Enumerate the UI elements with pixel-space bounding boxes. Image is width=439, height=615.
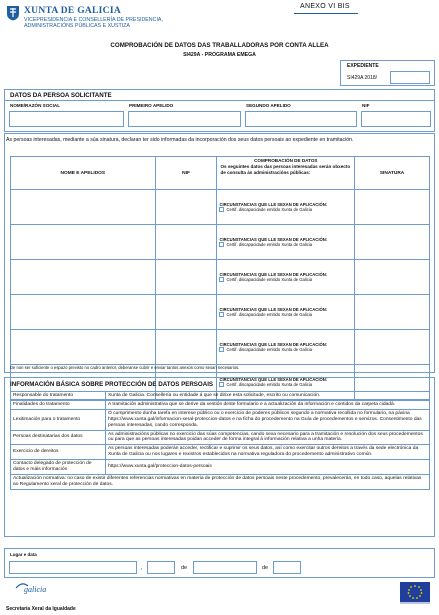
circumstances-label: CIRCUNSTANCIAS QUE LLE SEXAN DE APLICACIÓN: [219,271,328,277]
dp-key: Exercicio de dereitos [11,445,106,460]
expediente-label: EXPEDIENTE [347,63,379,69]
table-row [11,430,430,445]
eu-flag-icon [400,582,430,604]
table-row [11,330,430,365]
xunta-emblem-icon [6,5,20,21]
annex-label: ANEXO VI BIS [300,3,350,10]
circumstances-label: CIRCUNSTANCIAS QUE LLE SEXAN DE APLICACIÓN: [219,201,328,207]
disability-option-label: Certif. discapacidade emitido Xunta de Galicia [226,382,313,387]
dp-value: A tramitación administrativa que se derive da xestión deste formulario e a actualización da información e contidos da carpeta cidadá. [106,400,430,409]
worker-name-cell[interactable] [11,260,156,295]
dp-value: Xunta de Galicia. Consellería ou entidade á que se dirixe esta solicitude, escrito ou comunicación. [106,392,430,401]
disability-option[interactable] [219,207,352,212]
dp-key: Finalidades do tratamento [11,400,106,409]
worker-name-cell[interactable] [11,225,156,260]
de-separator-1: de [181,565,188,571]
year-field[interactable] [273,561,301,574]
place-date-label: Lugar e data [10,552,37,557]
place-date-section [4,548,435,578]
circumstances-cell [217,330,355,365]
disability-checkbox[interactable] [219,347,224,352]
dp-value: As persoas interesadas poderán acceder, rectificar e suprimir os seus datos, así como exercitar outros dereitos a través da sede electrónica da Xunta de Galicia ou nos lugares e rexistros establecidos na normativa reguladora do procedemento administrativo común. [106,445,430,460]
first-surname-field[interactable] [128,111,241,127]
disability-option[interactable] [219,312,352,317]
disability-checkbox[interactable] [219,312,224,317]
workers-table [10,156,430,400]
day-field[interactable] [147,561,175,574]
disability-option-label: Certif. discapacidade emitido Xunta de Galicia [226,312,313,317]
expediente-box [340,60,435,86]
dp-value: O cumprimento dunha tarefa en interese público ou o exercicio de poderes públicos segundo a normativa recollida no formulario, na páxina https://www.xunta.gal/informacion-xeral-proteccion-datos e na ficha do procedemento na Guía de procedementos e servizos. Consentimento das persoas interesadas, cando corresponda. [106,409,430,430]
disability-checkbox[interactable] [219,277,224,282]
svg-text:galicia: galicia [24,585,47,594]
nif-field[interactable] [361,111,431,127]
first-surname-label: PRIMEIRO APELIDO [129,103,174,108]
table-row [11,445,430,460]
circumstances-cell [217,225,355,260]
xunta-logo [6,4,176,32]
expediente-input[interactable] [390,71,430,84]
signature-cell[interactable] [355,190,430,225]
circumstances-label: CIRCUNSTANCIAS QUE LLE SEXAN DE APLICACIÓN: [219,236,328,242]
worker-nif-cell[interactable] [155,225,217,260]
disability-option[interactable] [219,347,352,352]
galicia-logo [14,580,54,594]
applicant-section-title: DATOS DA PERSOA SOLICITANTE [10,92,112,99]
circumstances-cell [217,260,355,295]
org-title: XUNTA DE GALICIA [24,6,121,16]
disability-option[interactable] [219,242,352,247]
disability-option-label: Certif. discapacidade emitido Xunta de Galicia [226,242,313,247]
signature-cell[interactable] [355,295,430,330]
declaration-text: As persoas interesadas, mediante a súa sinatura, declaran ter sido informadas da incorporación dos seus datos persoais ao expediente en tramitación. [6,137,354,143]
table-row [11,260,430,295]
table-row [11,295,430,330]
disability-option-label: Certif. discapacidade emitido Xunta de Galicia [226,207,313,212]
dp-value: As administracións públicas no exercicio das súas competencias, cando sexa necesario para a tramitación e resolución dos seus procedementos ou para que as persoas interesadas poidan acceder de forma integral á información relativa a unha materia. [106,430,430,445]
header-signature: SINATURA [355,157,430,190]
second-surname-label: SEGUNDO APELIDO [246,103,291,108]
header-comprobacion: COMPROBACIÓN DE DATOS Os seguintes datos das persoas interesadas serán obxecto de consulta ás administracións públicas: [217,157,355,190]
eu-flag [400,582,430,608]
comma-separator: , [141,565,143,571]
table-row [11,409,430,430]
place-field[interactable] [9,561,137,574]
month-field[interactable] [193,561,257,574]
expediente-code: SI429A 2018/ [347,75,378,81]
disability-option[interactable] [219,277,352,282]
signature-cell[interactable] [355,225,430,260]
dp-key: Responsable do tratamento [11,392,106,401]
table-row [11,225,430,260]
table-row [11,474,430,489]
dp-key: Lexitimación para o tratamento [11,409,106,430]
dp-key: Persoas destinatarias dos datos [11,430,106,445]
dp-key: Contacto delegado de protección de datos e máis información [11,460,106,475]
circumstances-cell [217,295,355,330]
signature-cell[interactable] [355,260,430,295]
disability-option-label: Certif. discapacidade emitido Xunta de Galicia [226,277,313,282]
data-protection-table [10,391,430,490]
worker-nif-cell[interactable] [155,330,217,365]
document-subtitle: SI429A - PROGRAMA EMEGA [183,52,256,58]
name-label: NOME/RAZÓN SOCIAL [10,103,61,108]
worker-nif-cell[interactable] [155,295,217,330]
disability-checkbox[interactable] [219,242,224,247]
disability-checkbox[interactable] [219,207,224,212]
name-field[interactable] [9,111,124,127]
worker-name-cell[interactable] [11,330,156,365]
worker-nif-cell[interactable] [155,260,217,295]
second-surname-field[interactable] [245,111,357,127]
table-header-row [11,157,430,190]
document-title: COMPROBACIÓN DE DATOS DAS TRABALLADORAS POR CONTA ALLEA [110,42,329,49]
worker-nif-cell[interactable] [155,190,217,225]
table-row [11,460,430,475]
header-nif: NIF [155,157,217,190]
org-subtitle: VICEPRESIDENCIA E CONSELLERÍA DE PRESIDENCIA, ADMINISTRACIÓNS PÚBLICAS E XUSTIZA [24,17,163,30]
header-name: NOME E APELIDOS [11,157,156,190]
worker-name-cell[interactable] [11,295,156,330]
data-protection-title: INFORMACIÓN BÁSICA SOBRE PROTECCIÓN DE DATOS PERSOAIS [10,381,214,388]
de-separator-2: de [262,565,269,571]
disability-option-label: Certif. discapacidade emitido Xunta de Galicia [226,347,313,352]
secretaria-label: Secretaría Xeral da Igualdade [6,606,76,612]
circumstances-cell [217,190,355,225]
table-row [11,392,430,401]
annex-underline [294,13,358,14]
table-note: De non ser suficiente o espazo previsto no cadro anterior, deberanse cubrir e enviar tantos anexos como sexan necesarios. [10,365,240,370]
dp-value[interactable]: https://www.xunta.gal/proteccion-datos-persoais [106,460,430,475]
data-protection-rows [11,392,430,490]
circumstances-label: CIRCUNSTANCIAS QUE LLE SEXAN DE APLICACIÓN: [219,341,328,347]
signature-cell[interactable] [355,330,430,365]
nif-label: NIF [362,103,370,108]
section-divider [5,100,434,101]
galicia-swoosh-icon [14,580,54,594]
table-row [11,400,430,409]
table-row [11,190,430,225]
circumstances-label: CIRCUNSTANCIAS QUE LLE SEXAN DE APLICACIÓN: [219,376,328,382]
circumstances-label: CIRCUNSTANCIAS QUE LLE SEXAN DE APLICACIÓN: [219,306,328,312]
applicant-section [4,89,435,132]
worker-name-cell[interactable] [11,190,156,225]
dp-footer: Actualización normativa: no caso de existir diferentes referencias normativas en materia de protección de datos persoais neste procedemento, prevalecerán, en todo caso, aquelas relativas ao Regulamento xeral de protección de datos. [11,474,430,489]
